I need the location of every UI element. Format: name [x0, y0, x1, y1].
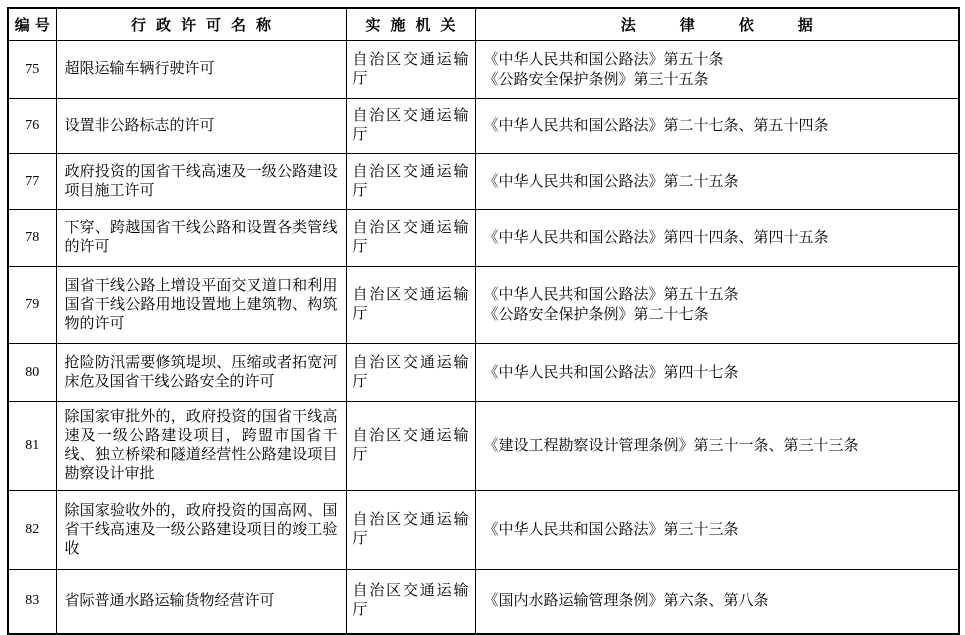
cell-license-name: 下穿、跨越国省干线公路和设置各类管线的许可	[56, 210, 346, 267]
legal-basis-line: 《中华人民共和国公路法》第四十四条、第四十五条	[483, 230, 829, 246]
table-header	[8, 8, 959, 41]
cell-legal-basis	[475, 99, 959, 154]
cell-license-name: 除国家验收外的，政府投资的国高网、国省干线高速及一级公路建设项目的竣工验收	[56, 491, 346, 570]
table-body	[8, 41, 959, 634]
cell-license-name: 除国家审批外的，政府投资的国省干线高速及一级公路建设项目，跨盟市国省干线、独立桥梁和隧道经营性公路建设项目勘察设计审批	[56, 402, 346, 491]
cell-legal-basis	[475, 267, 959, 344]
table-row	[8, 491, 959, 570]
legal-basis-line: 《中华人民共和国公路法》第二十七条、第五十四条	[483, 118, 829, 134]
cell-legal-basis	[475, 402, 959, 491]
cell-agency: 自治区交通运输厅	[346, 491, 475, 570]
cell-row-number: 80	[8, 344, 56, 402]
cell-agency: 自治区交通运输厅	[346, 344, 475, 402]
legal-basis-line: 《公路安全保护条例》第二十七条	[483, 307, 709, 323]
cell-agency: 自治区交通运输厅	[346, 402, 475, 491]
legal-basis-line: 《国内水路运输管理条例》第六条、第八条	[483, 593, 769, 610]
cell-legal-basis	[475, 570, 959, 634]
cell-license-name: 国省干线公路上增设平面交叉道口和利用国省干线公路用地设置地上建筑物、构筑物的许可	[56, 267, 346, 344]
cell-legal-basis	[475, 210, 959, 267]
cell-license-name: 政府投资的国省干线高速及一级公路建设项目施工许可	[56, 154, 346, 210]
table-row	[8, 99, 959, 154]
cell-legal-basis	[475, 491, 959, 570]
cell-agency: 自治区交通运输厅	[346, 210, 475, 267]
legal-basis-line: 《中华人民共和国公路法》第五十五条	[483, 287, 739, 303]
header-license-name: 行政许可名称	[56, 8, 346, 41]
cell-agency: 自治区交通运输厅	[346, 570, 475, 634]
cell-agency: 自治区交通运输厅	[346, 41, 475, 99]
cell-legal-basis	[475, 41, 959, 99]
table-row	[8, 210, 959, 267]
cell-agency: 自治区交通运输厅	[346, 99, 475, 154]
cell-row-number: 77	[8, 154, 56, 210]
table-row	[8, 570, 959, 634]
table-row	[8, 154, 959, 210]
legal-basis-line: 《中华人民共和国公路法》第二十五条	[483, 173, 739, 190]
legal-basis-line: 《建设工程勘察设计管理条例》第三十一条、第三十三条	[483, 438, 859, 454]
header-id: 编号	[8, 8, 56, 41]
cell-legal-basis	[475, 154, 959, 210]
header-legal-basis: 法律依据	[475, 8, 959, 41]
cell-row-number: 82	[8, 491, 56, 570]
legal-basis-line: 《中华人民共和国公路法》第四十七条	[483, 364, 739, 381]
cell-license-name: 抢险防汛需要修筑堤坝、压缩或者拓宽河床危及国省干线公路安全的许可	[56, 344, 346, 402]
cell-row-number: 83	[8, 570, 56, 634]
legal-basis-line: 《中华人民共和国公路法》第三十三条	[483, 522, 739, 538]
cell-row-number: 78	[8, 210, 56, 267]
cell-row-number: 76	[8, 99, 56, 154]
legal-basis-line: 《中华人民共和国公路法》第五十条	[483, 51, 724, 68]
cell-license-name: 超限运输车辆行驶许可	[56, 41, 346, 99]
legal-basis-line: 《公路安全保护条例》第三十五条	[483, 71, 709, 88]
header-row	[8, 8, 959, 41]
cell-license-name: 省际普通水路运输货物经营许可	[56, 570, 346, 634]
cell-license-name: 设置非公路标志的许可	[56, 99, 346, 154]
cell-row-number: 79	[8, 267, 56, 344]
cell-legal-basis	[475, 344, 959, 402]
table-row	[8, 344, 959, 402]
cell-row-number: 81	[8, 402, 56, 491]
table-row	[8, 402, 959, 491]
header-agency: 实施机关	[346, 8, 475, 41]
license-table	[7, 7, 960, 635]
cell-row-number: 75	[8, 41, 56, 99]
cell-agency: 自治区交通运输厅	[346, 267, 475, 344]
cell-agency: 自治区交通运输厅	[346, 154, 475, 210]
table-row	[8, 41, 959, 99]
table-row	[8, 267, 959, 344]
